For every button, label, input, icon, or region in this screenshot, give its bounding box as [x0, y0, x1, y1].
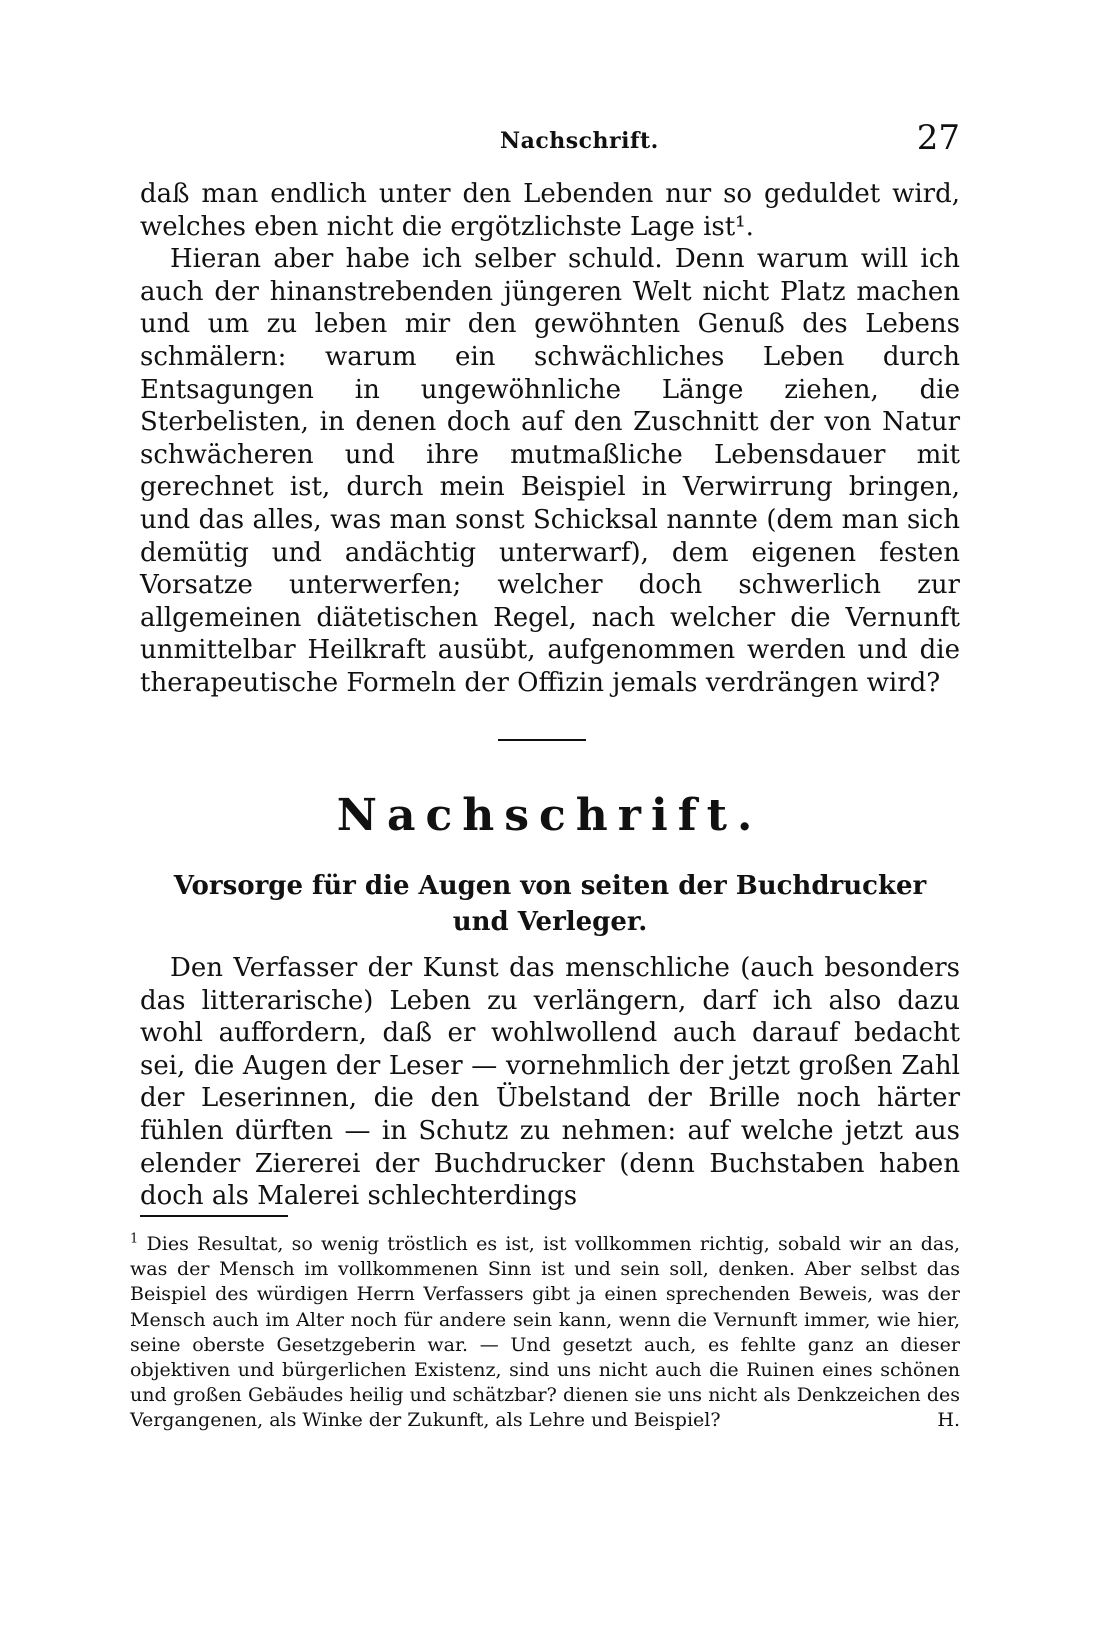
running-title: Nachschrift. [500, 128, 659, 154]
body-text [140, 178, 960, 700]
page-number: 27 [916, 118, 960, 158]
section-divider [498, 739, 586, 741]
footnote-signature: H. [937, 1409, 960, 1432]
section-subtitle: Vorsorge für die Augen von seiten der Buchdrucker und Verleger. [173, 871, 927, 937]
footnote-text: Dies Resultat, so wenig tröstlich es ist, ist vollkommen richtig, sobald wir an das, was der Mensch im vollkommenen Sinn ist und sein soll, denken. Aber selbst das Beispiel des würdigen Herrn Verfassers gibt ja einen sprechenden Beweis, was der Mensch auch im Alter noch für andere sein kann, wenn die Vernunft immer, wie hier, seine oberste Gesetzgeberin war. — Und gesetzt auch, es fehlte ganz an dieser objektiven und bürgerlichen Existenz, sind uns nicht auch die Ruinen eines schönen und großen Gebäudes heilig und schätzbar? dienen sie uns nicht als Denkzeichen des Vergangenen, als Winke der Zukunft, als Lehre und Beispiel? [130, 1233, 960, 1432]
section-title: Nachschrift. [336, 790, 763, 841]
paragraph-continuation: daß man endlich unter den Lebenden nur so geduldet wird, welches eben nicht die ergötzlichste Lage ist¹. [140, 179, 960, 242]
paragraph-2: Hieran aber habe ich selber schuld. Denn warum will ich auch der hinanstrebenden jüngeren Welt nicht Platz machen und um zu leben mir den gewöhnten Genuß des Lebens schmälern: warum ein schwächliches Leben durch Entsagungen in ungewöhnliche Länge ziehen, die Sterbelisten, in denen doch auf den Zuschnitt der von Natur schwächeren und ihre mutmaßliche Lebensdauer mit gerechnet ist, durch mein Beispiel in Verwirrung bringen, und das alles, was man sonst Schicksal nannte (dem man sich demütig und andächtig unterwarf), dem eigenen festen Vorsatze unterwerfen; welcher doch schwerlich zur allgemeinen diätetischen Regel, nach welcher die Vernunft unmittelbar Heilkraft ausübt, aufgenommen werden und die therapeutische Formeln der Offizin jemals verdrängen wird? [140, 244, 960, 698]
footnote-divider [140, 1215, 288, 1217]
footnote [130, 1232, 960, 1434]
footnote-marker: 1 [130, 1231, 139, 1247]
section-paragraph: Den Verfasser der Kunst das menschliche (auch besonders das litterarische) Leben zu verlängern, darf ich also dazu wohl auffordern, daß er wohlwollend auch darauf bedacht sei, die Augen der Leser — vornehmlich der jetzt großen Zahl der Leserinnen, die den Übelstand der Brille noch härter fühlen dürften — in Schutz zu nehmen: auf welche jetzt aus elender Ziererei der Buchdrucker (denn Buchstaben haben doch als Malerei schlechterdings [140, 953, 960, 1212]
running-head [140, 118, 960, 162]
